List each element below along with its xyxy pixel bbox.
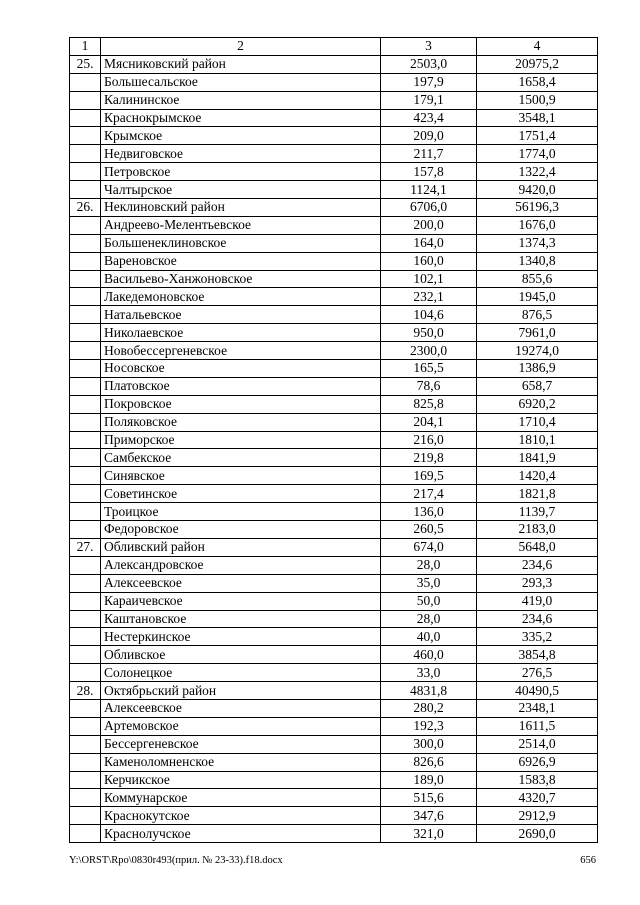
table-row [70,91,598,109]
row-number-cell [70,646,101,664]
row-number-cell [70,360,101,378]
footer-page-number: 656 [580,855,596,866]
table-row [70,216,598,234]
settlement-name-cell: Солонецкое [101,664,381,682]
column-4-value-cell: 7961,0 [477,324,598,342]
table-row [70,503,598,521]
column-4-value-cell: 2183,0 [477,521,598,539]
column-3-value-cell: 347,6 [381,807,477,825]
table-row [70,413,598,431]
settlement-name-cell: Недвиговское [101,145,381,163]
column-4-value-cell: 335,2 [477,628,598,646]
settlement-name-cell: Александровское [101,556,381,574]
settlement-name-cell: Советинское [101,485,381,503]
settlement-name-cell: Троицкое [101,503,381,521]
column-3-value-cell: 825,8 [381,395,477,413]
settlement-name-cell: Бессергеневское [101,735,381,753]
column-3-value-cell: 192,3 [381,717,477,735]
table-row [70,538,598,556]
column-4-value-cell: 4320,7 [477,789,598,807]
column-4-value-cell: 855,6 [477,270,598,288]
column-4-value-cell: 6920,2 [477,395,598,413]
column-4-value-cell: 234,6 [477,556,598,574]
column-4-value-cell: 2514,0 [477,735,598,753]
column-3-value-cell: 78,6 [381,377,477,395]
column-4-value-cell: 3548,1 [477,109,598,127]
column-3-value-cell: 136,0 [381,503,477,521]
table-row [70,664,598,682]
table-row [70,234,598,252]
row-number-cell [70,628,101,646]
settlement-name-cell: Калининское [101,91,381,109]
column-4-value-cell: 19274,0 [477,342,598,360]
settlement-name-cell: Краснолучское [101,825,381,843]
row-number-cell: 26. [70,199,101,217]
column-4-value-cell: 2912,9 [477,807,598,825]
settlement-name-cell: Каменоломненское [101,753,381,771]
column-3-value-cell: 179,1 [381,91,477,109]
column-4-value-cell: 5648,0 [477,538,598,556]
column-4-value-cell: 876,5 [477,306,598,324]
row-number-cell [70,413,101,431]
column-3-value-cell: 28,0 [381,556,477,574]
column-3-value-cell: 423,4 [381,109,477,127]
table-row [70,628,598,646]
column-3-value-cell: 35,0 [381,574,477,592]
settlement-name-cell: Большенеклиновское [101,234,381,252]
row-number-cell [70,592,101,610]
settlement-name-cell: Каштановское [101,610,381,628]
column-3-value-cell: 280,2 [381,699,477,717]
column-3-value-cell: 515,6 [381,789,477,807]
row-number-cell [70,717,101,735]
settlement-name-cell: Караичевское [101,592,381,610]
table-row [70,199,598,217]
settlement-name-cell: Носовское [101,360,381,378]
column-3-value-cell: 4831,8 [381,682,477,700]
table-row [70,324,598,342]
row-number-cell [70,485,101,503]
settlement-name-cell: Обливское [101,646,381,664]
settlement-name-cell: Мясниковский район [101,55,381,73]
table-row [70,485,598,503]
settlement-name-cell: Большесальское [101,73,381,91]
column-3-value-cell: 102,1 [381,270,477,288]
row-number-cell [70,610,101,628]
table-row [70,521,598,539]
row-number-cell [70,377,101,395]
row-number-cell [70,181,101,199]
column-3-value-cell: 33,0 [381,664,477,682]
column-3-value-cell: 211,7 [381,145,477,163]
row-number-cell [70,270,101,288]
settlement-name-cell: Андреево-Мелентьевское [101,216,381,234]
column-3-value-cell: 160,0 [381,252,477,270]
table-row [70,109,598,127]
settlement-name-cell: Приморское [101,431,381,449]
settlement-name-cell: Поляковское [101,413,381,431]
row-number-cell [70,163,101,181]
row-number-cell [70,306,101,324]
column-4-value-cell: 9420,0 [477,181,598,199]
row-number-cell [70,521,101,539]
column-3-value-cell: 104,6 [381,306,477,324]
column-3-value-cell: 217,4 [381,485,477,503]
column-4-value-cell: 1500,9 [477,91,598,109]
row-number-cell [70,753,101,771]
table-row [70,610,598,628]
data-table [69,37,598,843]
column-3-value-cell: 204,1 [381,413,477,431]
row-number-cell: 28. [70,682,101,700]
settlement-name-cell: Самбекское [101,449,381,467]
column-4-value-cell: 20975,2 [477,55,598,73]
table-row [70,270,598,288]
header-cell-4: 4 [477,38,598,56]
column-4-value-cell: 1676,0 [477,216,598,234]
settlement-name-cell: Краснокутское [101,807,381,825]
row-number-cell [70,735,101,753]
column-3-value-cell: 50,0 [381,592,477,610]
table-row [70,574,598,592]
column-4-value-cell: 1774,0 [477,145,598,163]
settlement-name-cell: Чалтырское [101,181,381,199]
settlement-name-cell: Артемовское [101,717,381,735]
row-number-cell [70,699,101,717]
column-3-value-cell: 200,0 [381,216,477,234]
column-3-value-cell: 950,0 [381,324,477,342]
column-4-value-cell: 3854,8 [477,646,598,664]
row-number-cell [70,664,101,682]
column-4-value-cell: 2690,0 [477,825,598,843]
table-row [70,306,598,324]
settlement-name-cell: Керчикское [101,771,381,789]
column-3-value-cell: 260,5 [381,521,477,539]
settlement-name-cell: Натальевское [101,306,381,324]
column-3-value-cell: 6706,0 [381,199,477,217]
column-4-value-cell: 1611,5 [477,717,598,735]
row-number-cell [70,395,101,413]
row-number-cell [70,807,101,825]
row-number-cell [70,342,101,360]
column-4-value-cell: 40490,5 [477,682,598,700]
table-row [70,431,598,449]
settlement-name-cell: Лакедемоновское [101,288,381,306]
table-body [70,38,598,843]
column-4-value-cell: 658,7 [477,377,598,395]
footer-file-path: Y:\ORST\Rpo\0830r493(прил. № 23-33).f18.docx [69,855,283,866]
column-4-value-cell: 276,5 [477,664,598,682]
row-number-cell [70,771,101,789]
row-number-cell [70,324,101,342]
row-number-cell [70,109,101,127]
column-3-value-cell: 219,8 [381,449,477,467]
table-row [70,127,598,145]
table-header-row [70,38,598,56]
column-3-value-cell: 164,0 [381,234,477,252]
column-3-value-cell: 321,0 [381,825,477,843]
settlement-name-cell: Крымское [101,127,381,145]
row-number-cell [70,73,101,91]
column-4-value-cell: 1810,1 [477,431,598,449]
column-4-value-cell: 2348,1 [477,699,598,717]
table-row [70,163,598,181]
column-3-value-cell: 460,0 [381,646,477,664]
settlement-name-cell: Федоровское [101,521,381,539]
table-row [70,771,598,789]
table-row [70,145,598,163]
column-4-value-cell: 1841,9 [477,449,598,467]
column-4-value-cell: 234,6 [477,610,598,628]
row-number-cell: 25. [70,55,101,73]
row-number-cell [70,503,101,521]
settlement-name-cell: Обливский район [101,538,381,556]
settlement-name-cell: Алексеевское [101,574,381,592]
row-number-cell [70,556,101,574]
column-3-value-cell: 209,0 [381,127,477,145]
column-3-value-cell: 169,5 [381,467,477,485]
column-4-value-cell: 6926,9 [477,753,598,771]
column-4-value-cell: 1710,4 [477,413,598,431]
row-number-cell [70,449,101,467]
column-3-value-cell: 1124,1 [381,181,477,199]
table-row [70,55,598,73]
settlement-name-cell: Алексеевское [101,699,381,717]
table-row [70,807,598,825]
row-number-cell [70,145,101,163]
settlement-name-cell: Синявское [101,467,381,485]
table-row [70,288,598,306]
row-number-cell [70,252,101,270]
column-3-value-cell: 300,0 [381,735,477,753]
row-number-cell [70,127,101,145]
table-row [70,449,598,467]
column-4-value-cell: 419,0 [477,592,598,610]
table-row [70,342,598,360]
column-4-value-cell: 1583,8 [477,771,598,789]
row-number-cell [70,431,101,449]
row-number-cell [70,91,101,109]
column-4-value-cell: 1322,4 [477,163,598,181]
settlement-name-cell: Вареновское [101,252,381,270]
settlement-name-cell: Неклиновский район [101,199,381,217]
row-number-cell [70,825,101,843]
row-number-cell [70,467,101,485]
column-3-value-cell: 189,0 [381,771,477,789]
table-row [70,735,598,753]
column-4-value-cell: 1139,7 [477,503,598,521]
table-row [70,252,598,270]
column-4-value-cell: 1420,4 [477,467,598,485]
column-4-value-cell: 1658,4 [477,73,598,91]
column-4-value-cell: 1751,4 [477,127,598,145]
row-number-cell [70,288,101,306]
column-4-value-cell: 293,3 [477,574,598,592]
column-4-value-cell: 56196,3 [477,199,598,217]
row-number-cell [70,234,101,252]
settlement-name-cell: Краснокрымское [101,109,381,127]
column-3-value-cell: 2300,0 [381,342,477,360]
table-row [70,717,598,735]
settlement-name-cell: Покровское [101,395,381,413]
header-cell-2: 2 [101,38,381,56]
row-number-cell: 27. [70,538,101,556]
settlement-name-cell: Васильево-Ханжоновское [101,270,381,288]
table-row [70,556,598,574]
table-row [70,592,598,610]
table-row [70,181,598,199]
column-3-value-cell: 165,5 [381,360,477,378]
settlement-name-cell: Октябрьский район [101,682,381,700]
column-4-value-cell: 1340,8 [477,252,598,270]
column-3-value-cell: 197,9 [381,73,477,91]
column-3-value-cell: 28,0 [381,610,477,628]
table-row [70,377,598,395]
column-3-value-cell: 216,0 [381,431,477,449]
table-row [70,395,598,413]
column-3-value-cell: 40,0 [381,628,477,646]
settlement-name-cell: Нестеркинское [101,628,381,646]
table-row [70,753,598,771]
header-cell-3: 3 [381,38,477,56]
row-number-cell [70,216,101,234]
column-4-value-cell: 1374,3 [477,234,598,252]
header-cell-1: 1 [70,38,101,56]
table-row [70,646,598,664]
settlement-name-cell: Николаевское [101,324,381,342]
table-row [70,789,598,807]
column-4-value-cell: 1945,0 [477,288,598,306]
column-3-value-cell: 232,1 [381,288,477,306]
column-3-value-cell: 826,6 [381,753,477,771]
column-4-value-cell: 1386,9 [477,360,598,378]
column-3-value-cell: 157,8 [381,163,477,181]
settlement-name-cell: Новобессергеневское [101,342,381,360]
table-row [70,699,598,717]
settlement-name-cell: Платовское [101,377,381,395]
settlement-name-cell: Петровское [101,163,381,181]
table-row [70,467,598,485]
table-row [70,682,598,700]
settlement-name-cell: Коммунарское [101,789,381,807]
column-4-value-cell: 1821,8 [477,485,598,503]
table-row [70,360,598,378]
table-row [70,73,598,91]
row-number-cell [70,789,101,807]
column-3-value-cell: 674,0 [381,538,477,556]
row-number-cell [70,574,101,592]
table-row [70,825,598,843]
column-3-value-cell: 2503,0 [381,55,477,73]
